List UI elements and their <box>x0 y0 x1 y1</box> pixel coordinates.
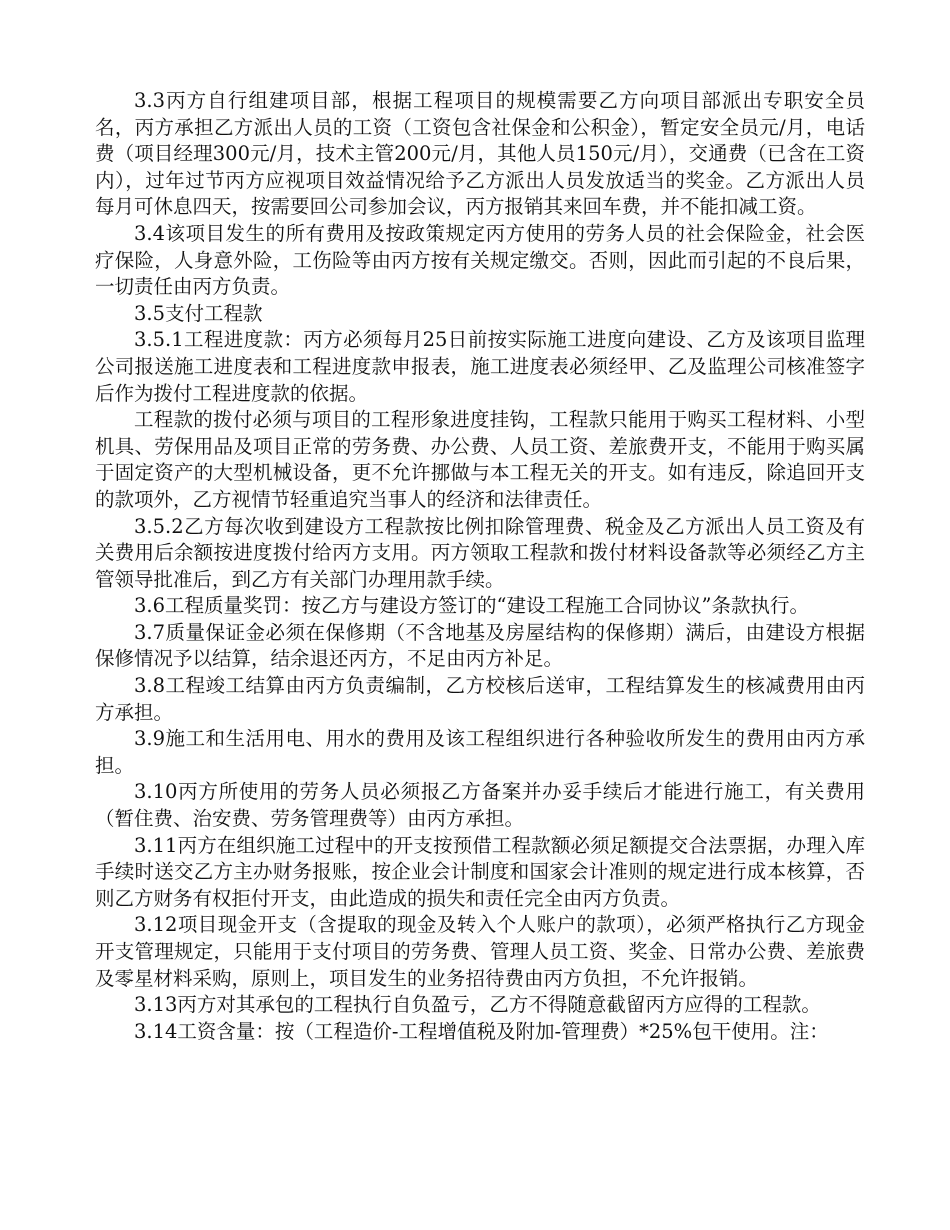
clause-3-8: 3.8工程竣工结算由丙方负责编制，乙方校核后送审，工程结算发生的核减费用由丙方承担。 <box>95 674 865 724</box>
clause-3-7: 3.7质量保证金必须在保修期（不含地基及房屋结构的保修期）满后，由建设方根据保修情况予以结算，结余退还丙方，不足由丙方补足。 <box>95 620 865 671</box>
clause-3-13: 3.13丙方对其承包的工程执行自负盈亏，乙方不得随意截留丙方应得的工程款。 <box>134 993 821 1017</box>
clause-3-4: 3.4该项目发生的所有费用及按政策规定丙方使用的劳务人员的社会保险金，社会医疗保险，人身意外险，工伤险等由丙方按有关规定缴交。否则，因此而引起的不良后果，一切责任由丙方负责。 <box>95 221 865 299</box>
clause-3-10: 3.10丙方所使用的劳务人员必须报乙方备案并办妥手续后才能进行施工，有关费用（暂住费、治安费、劳务管理费等）由丙方承担。 <box>95 780 865 831</box>
clause-3-14: 3.14工资含量：按（工程造价-工程增值税及附加-管理费）*25%包干使用。注： <box>134 1019 829 1043</box>
clause-3-6: 3.6工程质量奖罚：按乙方与建设方签订的“建设工程施工合同协议”条款执行。 <box>134 594 809 618</box>
clause-3-3: 3.3丙方自行组建项目部，根据工程项目的规模需要乙方向项目部派出专职安全员名，丙方承担乙方派出人员的工资（工资包含社保金和公积金），暂定安全员元/月，电话费（项目经理300元/月，技术主管200元/月，其他人员150元/月），交通费（已含在工资内），过年过节丙方应视项目效益情况给予乙方派出人员发放适当的奖金。乙方派出人员每月可休息四天，按需要回公司参加会议，丙方报销其来回车费，并不能扣减工资。 <box>95 89 865 219</box>
document-body <box>95 88 865 1045</box>
clause-3-5-1-continued: 工程款的拨付必须与项目的工程形象进度挂钩，工程款只能用于购买工程材料、小型机具、劳保用品及项目正常的劳务费、办公费、人员工资、差旅费开支，不能用于购买属于固定资产的大型机械设备，更不允许挪做与本工程无关的开支。如有违反，除追回开支的款项外，乙方视情节轻重追究当事人的经济和法律责任。 <box>95 408 865 511</box>
clause-3-9: 3.9施工和生活用电、用水的费用及该工程组织进行各种验收所发生的费用由丙方承担。 <box>95 727 865 777</box>
clause-3-5-1: 3.5.1工程进度款：丙方必须每月25日前按实际施工进度向建设、乙方及该项目监理公司报送施工进度表和工程进度款申报表，施工进度表必须经甲、乙及监理公司核准签字后作为拨付工程进度款的依据。 <box>95 328 865 405</box>
clause-3-11: 3.11丙方在组织施工过程中的开支按预借工程款额必须足额提交合法票据，办理入库手续时送交乙方主办财务报账，按企业会计制度和国家会计准则的规定进行成本核算，否则乙方财务有权拒付开支，由此造成的损失和责任完全由丙方负责。 <box>95 833 865 910</box>
clause-3-12: 3.12项目现金开支（含提取的现金及转入个人账户的款项），必须严格执行乙方现金开支管理规定，只能用于支付项目的劳务费、管理人员工资、奖金、日常办公费、差旅费及零星材料采购，原则上，项目发生的业务招待费由丙方负担，不允许报销。 <box>95 913 865 990</box>
clause-3-5-heading: 3.5支付工程款 <box>134 301 263 325</box>
clause-3-5-2: 3.5.2乙方每次收到建设方工程款按比例扣除管理费、税金及乙方派出人员工资及有关费用后余额按进度拨付给丙方支用。丙方领取工程款和拨付材料设备款等必须经乙方主管领导批准后，到乙方有关部门办理用款手续。 <box>95 514 865 591</box>
